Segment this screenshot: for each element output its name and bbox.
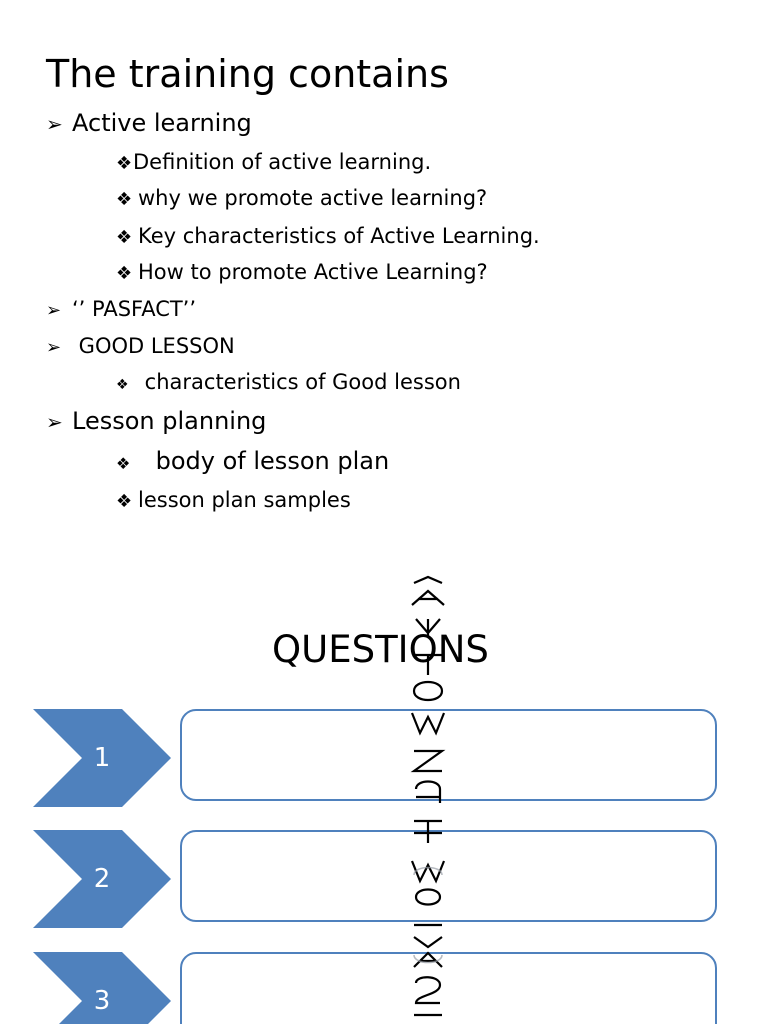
step-chevron-1 <box>33 709 171 807</box>
diamond-bullet-icon: ❖ <box>116 454 131 473</box>
arrow-bullet-icon: ➢ <box>46 112 63 136</box>
step-number-3: 3 <box>93 986 111 1016</box>
step-chevron-2 <box>33 830 171 928</box>
diamond-bullet-icon: ❖ <box>116 227 133 248</box>
arrow-bullet-icon: ➢ <box>46 300 62 321</box>
bullet-text: body of lesson plan <box>148 447 390 475</box>
arrow-bullet-icon: ➢ <box>46 337 62 358</box>
diamond-bullet-icon: ❖ <box>116 377 129 393</box>
sub-bullet-item <box>116 486 351 516</box>
questions-title: QUESTIONS <box>272 628 489 671</box>
sub-bullet-item <box>116 446 389 479</box>
bullet-item-pasfact <box>46 295 196 325</box>
bullet-item-active-learning <box>46 108 252 139</box>
garbled-text-artifact <box>408 575 448 1024</box>
sub-bullet-item <box>116 184 487 214</box>
diamond-bullet-icon: ❖ <box>116 263 133 284</box>
bullet-text: characteristics of Good lesson <box>138 370 461 394</box>
step-chevron-3 <box>33 952 171 1024</box>
step-box-2 <box>180 830 717 922</box>
sub-bullet-item <box>116 368 461 399</box>
step-number-1: 1 <box>93 743 111 773</box>
step-box-3 <box>180 952 717 1024</box>
bullet-text: ‘’ PASFACT’’ <box>72 297 197 321</box>
bullet-text: GOOD LESSON <box>72 334 235 358</box>
bullet-text: Definition of active learning. <box>133 150 432 174</box>
diamond-bullet-icon: ❖ <box>116 491 133 512</box>
sub-bullet-item <box>116 148 431 178</box>
slide-title: The training contains <box>46 52 449 96</box>
step-number-2: 2 <box>93 864 111 894</box>
bullet-text: Lesson planning <box>72 407 267 435</box>
diamond-bullet-icon: ❖ <box>116 189 133 210</box>
arrow-bullet-icon: ➢ <box>46 410 63 434</box>
diamond-bullet-icon: ❖ <box>116 153 133 174</box>
bullet-item-good-lesson <box>46 332 235 362</box>
bullet-text: How to promote Active Learning? <box>138 260 488 284</box>
bullet-text: lesson plan samples <box>138 488 351 512</box>
sub-bullet-item <box>116 222 540 252</box>
bullet-text: why we promote active learning? <box>138 186 488 210</box>
step-box-1 <box>180 709 717 801</box>
bullet-text: Active learning <box>72 109 252 137</box>
bullet-text: Key characteristics of Active Learning. <box>138 224 540 248</box>
sub-bullet-item <box>116 258 488 288</box>
bullet-item-lesson-planning <box>46 406 266 437</box>
